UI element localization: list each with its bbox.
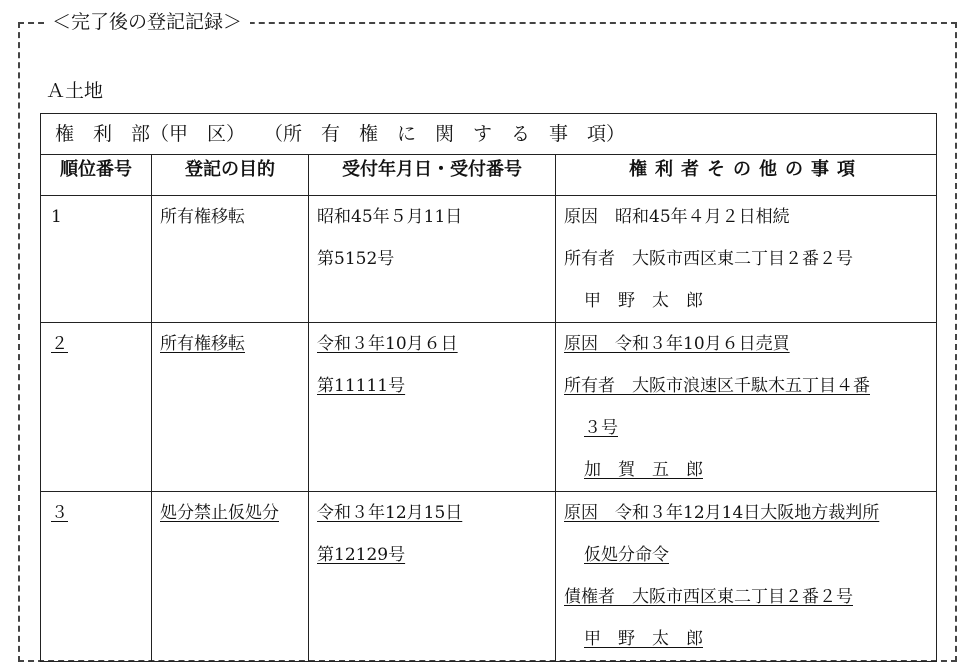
col-rank-header: 順位番号 [41,155,152,196]
land-label: Ａ土地 [46,80,104,102]
col-date-header: 受付年月日・受付番号 [309,155,556,196]
other-line: 甲 野 太 郎 [584,291,703,311]
other-line: 加 賀 五 郎 [584,460,703,480]
header-row-title [41,114,937,155]
table-row [41,492,937,662]
number-cell: 第11111号 [317,376,406,396]
rights-section-title [41,114,937,155]
other-line: 仮処分命令 [584,545,669,565]
other-line: 原因 昭和45年４月２日相続 [564,207,790,227]
rank-cell: 1 [51,207,62,227]
table-row [41,323,937,492]
header-row-columns [41,155,937,196]
other-line: 原因 令和３年10月６日売買 [564,334,790,354]
purpose-cell: 所有権移転 [160,207,245,227]
other-line: ３号 [584,418,618,438]
date-cell: 令和３年12月15日 [317,503,463,523]
number-cell: 第5152号 [317,249,395,269]
other-line: 所有者 大阪市西区東二丁目２番２号 [564,249,853,269]
rights-section-title-text: 権 利 部（甲 区） （所 有 権 に 関 す る 事 項） [55,123,626,145]
other-line: 所有者 大阪市浪速区千駄木五丁目４番 [564,376,870,396]
date-cell: 令和３年10月６日 [317,334,458,354]
other-line: 債権者 大阪市西区東二丁目２番２号 [564,587,853,607]
table-row [41,196,937,323]
section-title: ＜完了後の登記記録＞ [44,9,250,35]
purpose-cell: 処分禁止仮処分 [160,503,279,523]
col-purpose-header: 登記の目的 [152,155,309,196]
number-cell: 第12129号 [317,545,406,565]
register-table [40,113,937,662]
other-line: 甲 野 太 郎 [584,629,703,649]
rank-cell: ２ [51,334,68,354]
rank-cell: ３ [51,503,68,523]
purpose-cell: 所有権移転 [160,334,245,354]
other-line: 原因 令和３年12月14日大阪地方裁判所 [564,503,880,523]
col-other-header: 権利者その他の事項 [556,155,937,196]
date-cell: 昭和45年５月11日 [317,207,463,227]
